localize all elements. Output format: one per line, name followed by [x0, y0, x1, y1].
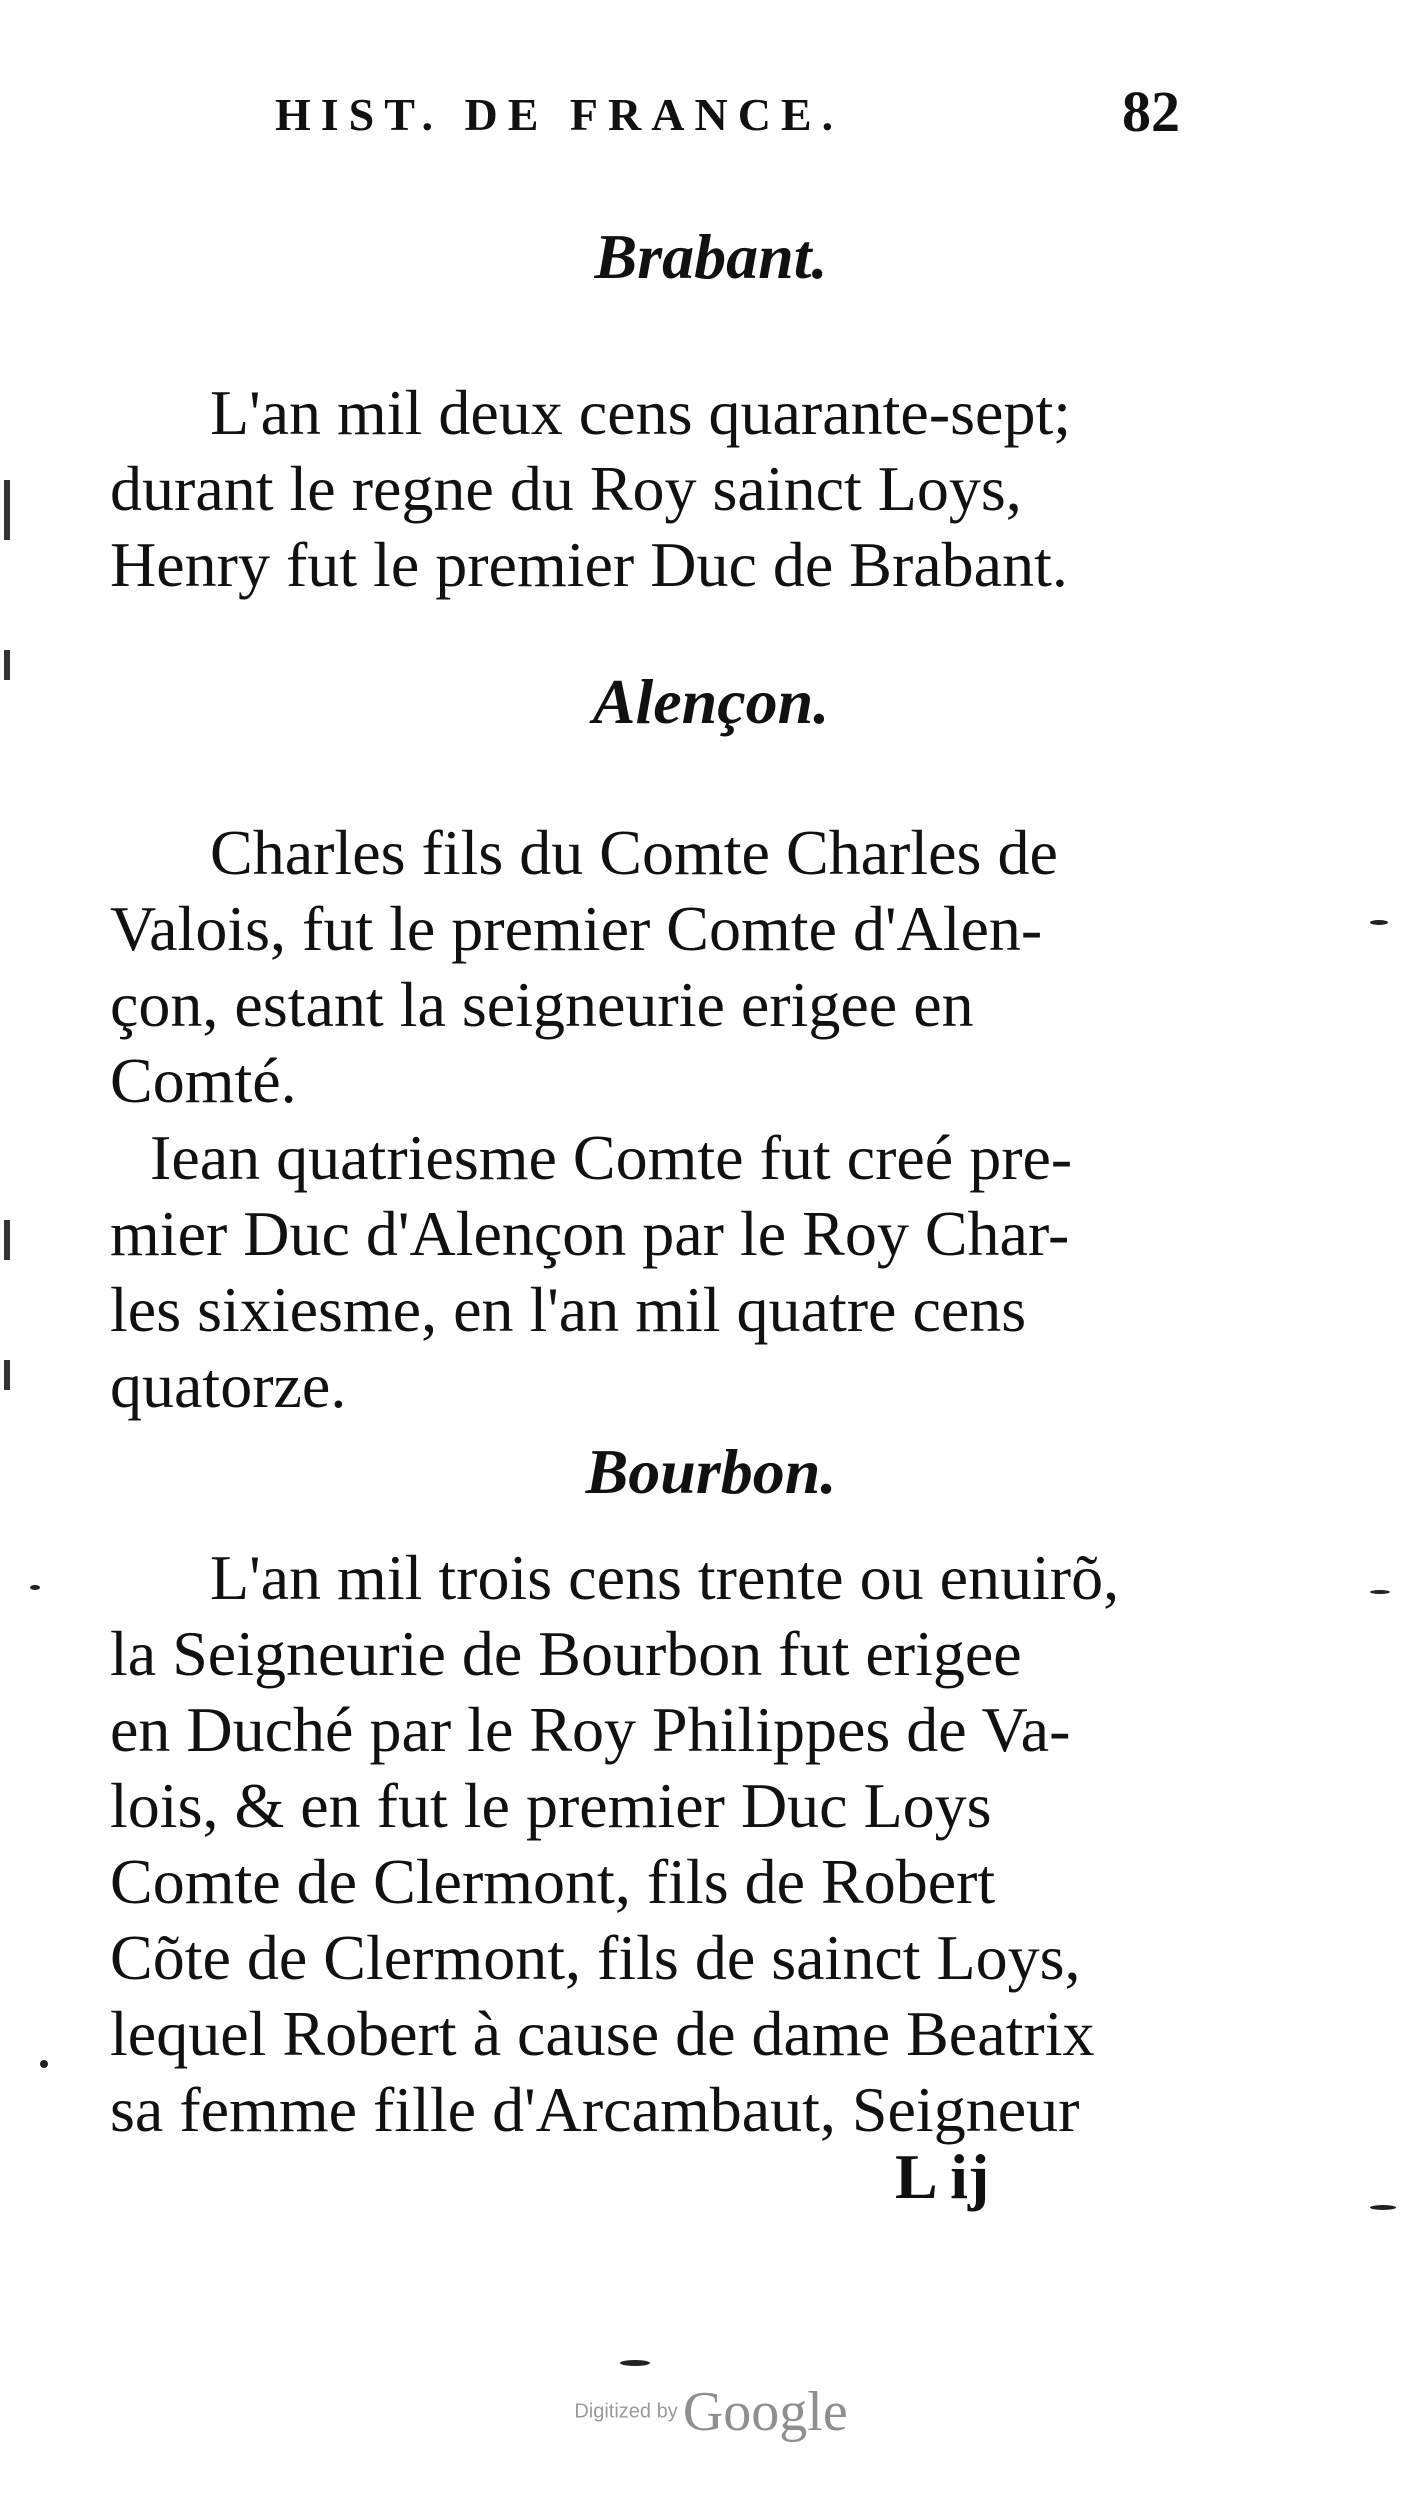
- google-logo: Google: [682, 2381, 848, 2443]
- text-line: Comté.: [110, 1045, 297, 1116]
- running-title: HIST. DE FRANCE.: [275, 89, 844, 140]
- text-line: L'an mil trois cens trente ou enuirõ,: [210, 1542, 1120, 1613]
- scan-edge-mark: [4, 1220, 10, 1260]
- text-line: Cõte de Clermont, fils de sainct Loys,: [110, 1922, 1081, 1993]
- section-heading-alencon: Alençon.: [592, 666, 830, 737]
- text-line: sa femme fille d'Arcambaut, Seigneur: [110, 2074, 1080, 2145]
- text-line: la Seigneurie de Bourbon fut erigee: [110, 1618, 1022, 1689]
- text-line: Comte de Clermont, fils de Robert: [110, 1846, 996, 1917]
- scan-edge-mark: [4, 1360, 10, 1390]
- digitized-watermark: [0, 2380, 1422, 2444]
- paragraph-brabant: [110, 375, 1210, 603]
- scan-edge-mark: [4, 650, 10, 680]
- scan-edge-mark: [4, 480, 10, 540]
- text-line: Charles fils du Comte Charles de: [210, 817, 1058, 888]
- text-line: mier Duc d'Alençon par le Roy Char-: [110, 1198, 1070, 1269]
- signature-mark: L ij: [895, 2141, 990, 2212]
- scan-speck: [620, 2360, 650, 2366]
- text-line: L'an mil deux cens quarante-sept;: [210, 377, 1071, 448]
- scan-speck: [1370, 1590, 1390, 1594]
- text-line: les sixiesme, en l'an mil quatre cens: [110, 1274, 1027, 1345]
- text-line: quatorze.: [110, 1350, 347, 1421]
- section-heading-brabant: Brabant.: [594, 221, 828, 292]
- text-line: lois, & en fut le premier Duc Loys: [110, 1770, 992, 1841]
- paragraph-bourbon: [110, 1540, 1210, 2148]
- text-line: durant le regne du Roy sainct Loys,: [110, 453, 1022, 524]
- text-line: Iean quatriesme Comte fut creé pre-: [150, 1122, 1073, 1193]
- page-number: 82: [1122, 79, 1180, 144]
- paragraph-alencon-2: [110, 1120, 1210, 1424]
- paragraph-alencon-1: [110, 815, 1210, 1119]
- scan-speck: [30, 1585, 40, 1590]
- scan-speck: [40, 2060, 48, 2068]
- digitized-label: Digitized by: [574, 2400, 678, 2423]
- text-line: çon, estant la seigneurie erigee en: [110, 969, 974, 1040]
- text-line: Valois, fut le premier Comte d'Alen-: [110, 893, 1043, 964]
- section-heading-bourbon: Bourbon.: [585, 1436, 837, 1507]
- text-line: lequel Robert à cause de dame Beatrix: [110, 1998, 1095, 2069]
- text-line: en Duché par le Roy Philippes de Va-: [110, 1694, 1071, 1765]
- scan-speck: [1370, 920, 1388, 925]
- text-line: Henry fut le premier Duc de Brabant.: [110, 529, 1068, 600]
- scan-speck: [1370, 2205, 1396, 2210]
